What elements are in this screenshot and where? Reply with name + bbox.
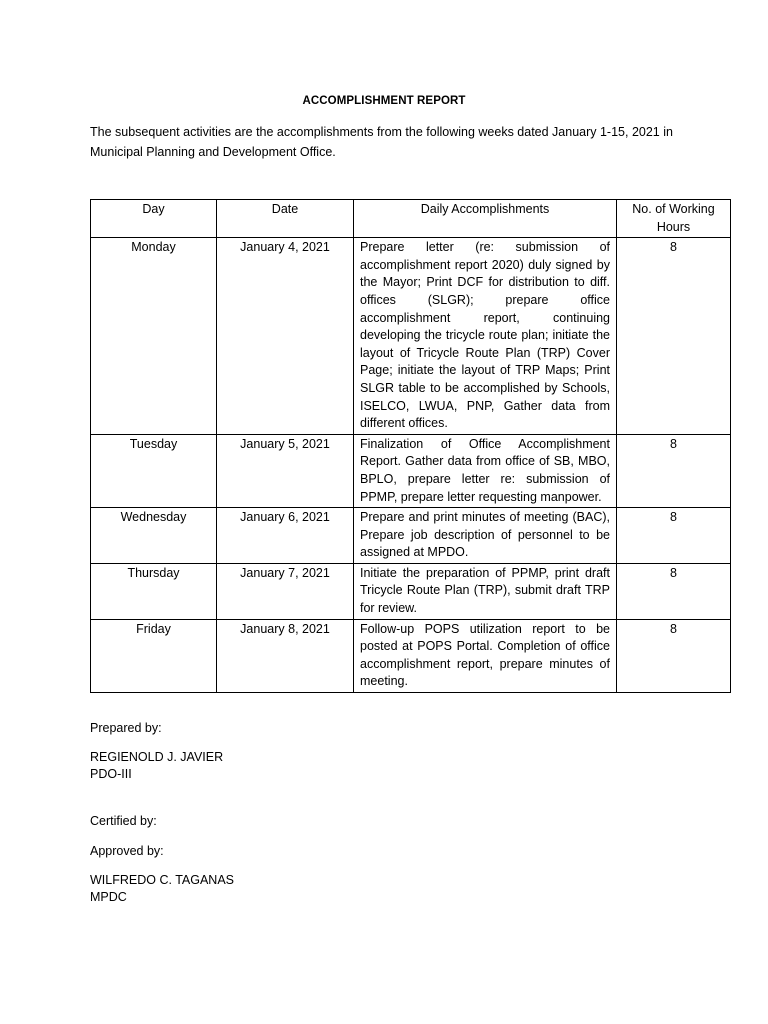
cell-day: Tuesday — [91, 434, 217, 507]
prepared-by-label: Prepared by: — [90, 721, 162, 735]
cell-accomplishments: Prepare and print minutes of meeting (BAC), Prepare job description of personnel to be assigned at MPDO. — [354, 508, 617, 564]
cell-accomplishments: Finalization of Office Accomplishment Report. Gather data from office of SB, MBO, BPLO, prepare letter re: submission of PPMP, prepare letter requesting manpower. — [354, 434, 617, 507]
cell-hours: 8 — [617, 619, 731, 692]
cell-date: January 6, 2021 — [217, 508, 354, 564]
report-title: ACCOMPLISHMENT REPORT — [302, 95, 466, 107]
cell-hours: 8 — [617, 434, 731, 507]
cell-accomplishments: Initiate the preparation of PPMP, print draft Tricycle Route Plan (TRP), submit draft TRP for review. — [354, 563, 617, 619]
cell-accomplishments: Follow-up POPS utilization report to be posted at POPS Portal. Completion of office accomplishment report, prepare minutes of meeting. — [354, 619, 617, 692]
cell-day: Thursday — [91, 563, 217, 619]
certified-by-label: Certified by: — [90, 814, 157, 828]
table-row — [91, 619, 731, 692]
prepared-by-position: PDO-III — [90, 767, 132, 781]
cell-day: Friday — [91, 619, 217, 692]
cell-date: January 5, 2021 — [217, 434, 354, 507]
cell-date: January 7, 2021 — [217, 563, 354, 619]
cell-hours: 8 — [617, 238, 731, 435]
header-day: Day — [91, 200, 217, 238]
accomplishment-table — [90, 199, 731, 693]
approved-by-label: Approved by: — [90, 844, 164, 858]
approved-by-name: WILFREDO C. TAGANAS — [90, 873, 235, 887]
cell-hours: 8 — [617, 563, 731, 619]
header-date: Date — [217, 200, 354, 238]
table-header-row — [91, 200, 731, 238]
header-daily-accomplishments: Daily Accomplishments — [354, 200, 617, 238]
table-row — [91, 508, 731, 564]
cell-day: Monday — [91, 238, 217, 435]
approved-by-position: MPDC — [90, 890, 127, 904]
table-row — [91, 563, 731, 619]
prepared-by-name: REGIENOLD J. JAVIER — [90, 750, 224, 764]
table-row — [91, 238, 731, 435]
cell-day: Wednesday — [91, 508, 217, 564]
intro-paragraph: The subsequent activities are the accomplishments from the following weeks dated January 1-15, 2021 in Municipal Planning and Development Office. — [90, 125, 673, 159]
header-working-hours: No. of Working Hours — [617, 200, 731, 238]
table-row — [91, 434, 731, 507]
cell-date: January 4, 2021 — [217, 238, 354, 435]
cell-date: January 8, 2021 — [217, 619, 354, 692]
cell-accomplishments: Prepare letter (re: submission of accomplishment report 2020) duly signed by the Mayor; Print DCF for distribution to diff. offices (SLGR); prepare office accomplishment report, continuing developing the tricycle route plan; initiate the layout of Tricycle Route Plan (TRP) Cover Page; initiate the layout of TRP Maps; Print SLGR table to be accomplished by Schools, ISELCO, LWUA, PNP, Gather data from different offices. — [354, 238, 617, 435]
cell-hours: 8 — [617, 508, 731, 564]
